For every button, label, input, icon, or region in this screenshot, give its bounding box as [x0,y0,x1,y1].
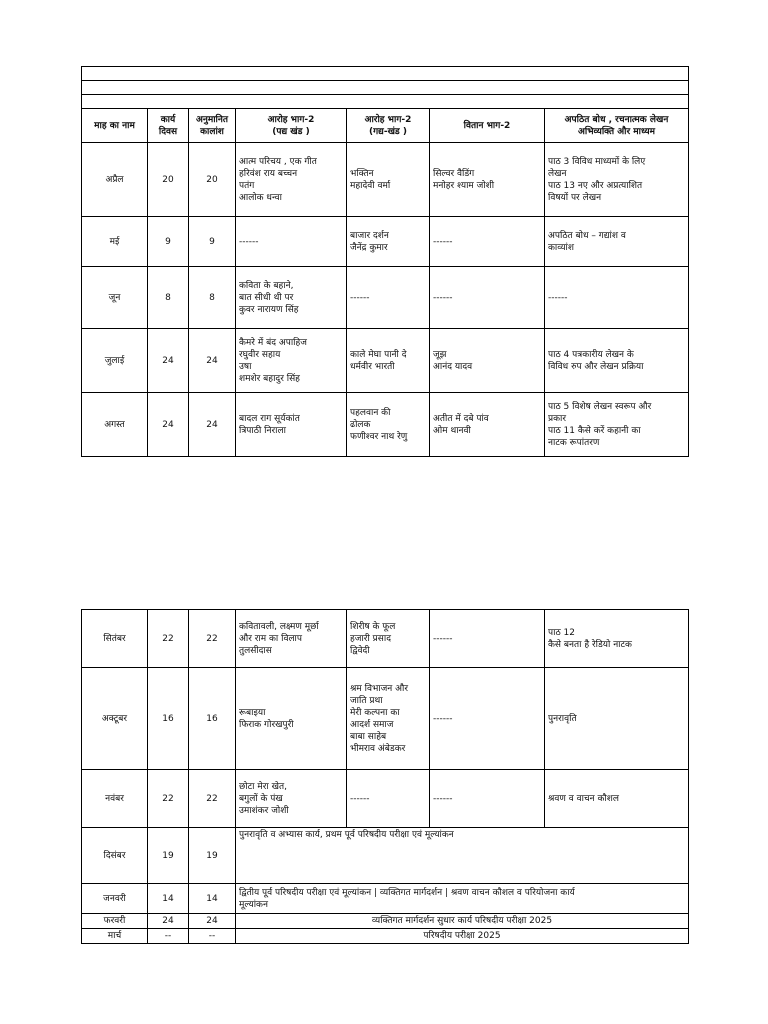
syllabus-table-2 [81,609,689,944]
prose-cell: ------ [347,267,430,329]
poetry-cell: ------ [236,217,347,267]
days-cell: 20 [148,143,189,217]
table-row [82,914,689,929]
blank-row [82,67,689,81]
month-cell: अगस्त [82,393,148,457]
periods-cell: 19 [189,828,236,884]
days-cell: 9 [148,217,189,267]
month-cell: जुलाई [82,329,148,393]
table-row [82,393,689,457]
vitan-cell: ------ [430,217,545,267]
days-cell: 14 [148,884,189,914]
periods-cell: 22 [189,770,236,828]
poetry-cell: बादल राग सूर्यकांत त्रिपाठी निराला [236,393,347,457]
prose-cell: शिरीष के फूल हजारी प्रसाद द्विवेदी [347,610,430,668]
prose-cell: ------ [347,770,430,828]
month-cell: मई [82,217,148,267]
month-cell: जनवरी [82,884,148,914]
header-apathit: अपठित बोध , रचनात्मक लेखन अभिव्यक्ति और माध्यम [545,109,689,143]
prose-cell: पहलवान की ढोलक फणीश्वर नाथ रेणु [347,393,430,457]
poetry-cell: छोटा मेरा खेत, बगुलों के पंख उमाशंकर जोशी [236,770,347,828]
activity-cell: द्वितीय पूर्व परिषदीय परीक्षा एवं मूल्यांकन | व्यक्तिगत मार्गदर्शन | श्रवण वाचन कौशल व परियोजना कार्य मूल्यांकन [236,884,689,914]
periods-cell: 22 [189,610,236,668]
days-cell: -- [148,929,189,944]
activity-cell: पुनरावृति व अभ्यास कार्य, प्रथम पूर्व परिषदीय परीक्षा एवं मूल्यांकन [236,828,689,884]
prose-cell: श्रम विभाजन और जाति प्रथा मेरी कल्पना का आदर्श समाज बाबा साहेब भीमराव अंबेडकर [347,668,430,770]
apathit-cell: पाठ 12 कैसे बनता है रेडियो नाटक [545,610,689,668]
header-days: कार्य दिवस [148,109,189,143]
poetry-cell: कवितावली, लक्ष्मण मूर्छा और राम का विलाप तुलसीदास [236,610,347,668]
table-row [82,329,689,393]
header-aroh-poetry: आरोह भाग-2 (पद्य खंड ) [236,109,347,143]
periods-cell: -- [189,929,236,944]
periods-cell: 24 [189,329,236,393]
apathit-cell: ------ [545,267,689,329]
month-cell: नवंबर [82,770,148,828]
poetry-cell: कविता के बहाने, बात सीधी थी पर कुवर नारायण सिंह [236,267,347,329]
header-row [82,109,689,143]
month-cell: मार्च [82,929,148,944]
apathit-cell: अपठित बोध – गद्यांश व काव्यांश [545,217,689,267]
periods-cell: 16 [189,668,236,770]
periods-cell: 24 [189,914,236,929]
table-row [82,929,689,944]
days-cell: 16 [148,668,189,770]
apathit-cell: पाठ 5 विशेष लेखन स्वरूप और प्रकार पाठ 11 कैसे करें कहानी का नाटक रूपांतरण [545,393,689,457]
table-row [82,217,689,267]
table-row [82,610,689,668]
periods-cell: 20 [189,143,236,217]
vitan-cell: ------ [430,770,545,828]
periods-cell: 9 [189,217,236,267]
activity-cell: परिषदीय परीक्षा 2025 [236,929,689,944]
apathit-cell: पाठ 4 पत्रकारीय लेखन के विविध रुप और लेखन प्रक्रिया [545,329,689,393]
header-aroh-prose: आरोह भाग-2 (गद्य-खंड ) [347,109,430,143]
apathit-cell: पुनरावृति [545,668,689,770]
periods-cell: 8 [189,267,236,329]
days-cell: 24 [148,329,189,393]
month-cell: जून [82,267,148,329]
table-row [82,267,689,329]
vitan-cell: जूझ आनंद यादव [430,329,545,393]
syllabus-table-1 [81,66,689,457]
days-cell: 24 [148,914,189,929]
table-row [82,828,689,884]
days-cell: 8 [148,267,189,329]
month-cell: फरवरी [82,914,148,929]
table-row [82,884,689,914]
prose-cell: बाजार दर्शन जैनेंद्र कुमार [347,217,430,267]
poetry-cell: रूबाइया फिराक गोरखपुरी [236,668,347,770]
prose-cell: भक्तिन महादेवी वर्मा [347,143,430,217]
vitan-cell: ------ [430,267,545,329]
days-cell: 24 [148,393,189,457]
header-vitan: वितान भाग-2 [430,109,545,143]
blank-row [82,81,689,95]
vitan-cell: अतीत में दबे पांव ओम थानवी [430,393,545,457]
poetry-cell: आत्म परिचय , एक गीत हरिवंश राय बच्चन पतंग आलोक धन्वा [236,143,347,217]
prose-cell: काले मेघा पानी दे धर्मवीर भारती [347,329,430,393]
month-cell: अक्टूबर [82,668,148,770]
table-row [82,668,689,770]
month-cell: दिसंबर [82,828,148,884]
periods-cell: 24 [189,393,236,457]
vitan-cell: ------ [430,668,545,770]
blank-row [82,95,689,109]
table-row [82,143,689,217]
vitan-cell: सिल्वर वैडिंग मनोहर श्याम जोशी [430,143,545,217]
days-cell: 19 [148,828,189,884]
apathit-cell: श्रवण व वाचन कौशल [545,770,689,828]
vitan-cell: ------ [430,610,545,668]
header-periods: अनुमानित कालांश [189,109,236,143]
header-month: माह का नाम [82,109,148,143]
days-cell: 22 [148,770,189,828]
table-row [82,770,689,828]
activity-cell: व्यक्तिगत मार्गदर्शन सुधार कार्य परिषदीय परीक्षा 2025 [236,914,689,929]
periods-cell: 14 [189,884,236,914]
poetry-cell: कैमरे में बंद अपाहिज रघुवीर सहाय उषा शमशेर बहादुर सिंह [236,329,347,393]
days-cell: 22 [148,610,189,668]
apathit-cell: पाठ 3 विविध माध्यमों के लिए लेखन पाठ 13 नए और अप्रत्याशित विषयों पर लेखन [545,143,689,217]
month-cell: अप्रैल [82,143,148,217]
month-cell: सितंबर [82,610,148,668]
